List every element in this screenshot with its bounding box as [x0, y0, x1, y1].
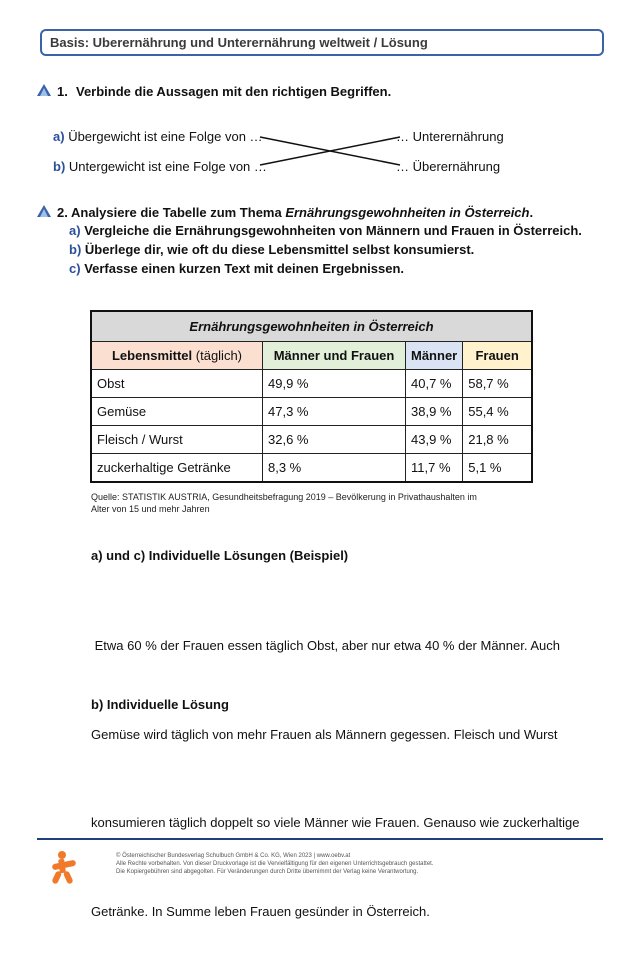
solution-heading-ac: a) und c) Individuelle Lösungen (Beispiel): [91, 548, 349, 563]
solution-line: Etwa 60 % der Frauen essen täglich Obst, aber nur etwa 40 % der Männer. Auch: [91, 638, 560, 653]
header-food: [91, 342, 263, 370]
task1-term-b: … Überernährung: [396, 159, 501, 174]
table-cell: 55,4 %: [463, 398, 532, 426]
task1-term-a: … Unterernährung: [396, 129, 504, 144]
footer-divider: [37, 838, 603, 840]
footer-line2: Alle Rechte vorbehalten. Von dieser Druckvorlage ist die Vervielfältigung für den eigenen Unterrichtsgebrauch gestattet.: [116, 861, 434, 867]
table-row: [91, 370, 532, 398]
solution-line: Gemüse wird täglich von mehr Frauen als Männern gegessen. Fleisch und Wurst: [91, 726, 558, 742]
table-cell: 21,8 %: [463, 426, 532, 454]
task1-item-b-statement: Untergewicht ist eine Folge von …: [68, 159, 267, 174]
task2-instruction-prefix: Analysiere die Tabelle zum Thema: [70, 205, 286, 220]
header-food-label: Lebensmittel: [111, 348, 193, 363]
table-source-line2: Alter von 15 und mehr Jahren: [91, 504, 210, 514]
task1-item-a: [53, 129, 263, 144]
table-cell: 47,3 %: [263, 398, 406, 426]
table-cell: 5,1 %: [463, 454, 532, 483]
task2-subtask-a-text: Vergleiche die Ernährungsgewohnheiten von Männern und Frauen in Österreich.: [84, 223, 582, 238]
nutrition-table: [90, 310, 533, 483]
task1-number: 1.: [57, 84, 68, 99]
footer-copyright: [116, 852, 434, 876]
task2-subtask-b: [69, 242, 474, 257]
task2-subtask-c-text: Verfasse einen kurzen Text mit deinen Ergebnissen.: [84, 261, 405, 276]
task2-subtask-a-letter: a): [69, 223, 81, 238]
table-cell: 43,9 %: [406, 426, 463, 454]
footer-line3: Die Kopiergebühren sind abgegolten. Für Veränderungen durch Dritte übernimmt der Verlag keine Verantwortung.: [116, 869, 419, 875]
table-row: [91, 454, 532, 483]
task1-instruction: Verbinde die Aussagen mit den richtigen Begriffen.: [76, 84, 392, 99]
solution-line: konsumieren täglich doppelt so viele Männer wie Frauen. Genauso wie zuckerhaltige: [91, 815, 580, 830]
table-row: [91, 426, 532, 454]
table-cell: Obst: [91, 370, 263, 398]
header-women: Frauen: [463, 342, 532, 370]
table-cell: Gemüse: [91, 398, 263, 426]
task-level-icon: [37, 205, 51, 217]
task1-item-b: [53, 159, 267, 174]
table-cell: 38,9 %: [406, 398, 463, 426]
table-header-row: [91, 342, 532, 370]
solution-line: Getränke. In Summe leben Frauen gesünder in Österreich.: [91, 903, 430, 919]
table-title-row: [91, 311, 532, 342]
header-men: Männer: [406, 342, 463, 370]
table-cell: 58,7 %: [463, 370, 532, 398]
task2-subtask-b-letter: b): [69, 242, 82, 257]
table-row: [91, 398, 532, 426]
table-cell: zuckerhaltige Getränke: [91, 454, 263, 483]
task2-subtask-c: [69, 261, 404, 276]
task1-item-a-statement: Übergewicht ist eine Folge von …: [68, 129, 263, 144]
table-cell: Fleisch / Wurst: [91, 426, 263, 454]
table-cell: 49,9 %: [263, 370, 406, 398]
task-level-icon: [37, 84, 51, 96]
header-both: Männer und Frauen: [263, 342, 406, 370]
publisher-logo-icon: [50, 849, 80, 885]
footer-line1: © Österreichischer Bundesverlag Schulbuch GmbH & Co. KG, Wien 2023 | www.oebv.at: [116, 853, 351, 859]
table-title: Ernährungsgewohnheiten in Österreich: [91, 311, 532, 342]
task2-instruction-topic: Ernährungsgewohnheiten in Österreich: [285, 205, 530, 220]
solution-text: [91, 572, 580, 956]
header-food-suffix: (täglich): [192, 348, 243, 363]
task2-subtask-c-letter: c): [69, 261, 81, 276]
page-title: Basis: Uberernährung und Unterernährung weltweit / Lösung: [50, 35, 428, 50]
task2-subtask-a: [69, 223, 582, 238]
table-cell: 40,7 %: [406, 370, 463, 398]
table-cell: 8,3 %: [263, 454, 406, 483]
solution-heading-b: b) Individuelle Lösung: [91, 697, 229, 712]
task1-item-a-letter: a): [53, 129, 65, 144]
task1-item-b-letter: b): [53, 159, 66, 174]
task2-instruction-suffix: .: [529, 205, 534, 220]
task2-heading: [57, 205, 533, 220]
table-cell: 11,7 %: [406, 454, 463, 483]
task2-number: 2.: [57, 205, 68, 220]
connection-lines: [250, 128, 410, 174]
table-cell: 32,6 %: [263, 426, 406, 454]
table-source-line1: Quelle: STATISTIK AUSTRIA, Gesundheitsbefragung 2019 – Bevölkerung in Privathaushalten im: [91, 492, 477, 502]
table-source: [91, 491, 477, 515]
task2-subtask-b-text: Überlege dir, wie oft du diese Lebensmittel selbst konsumierst.: [84, 242, 475, 257]
